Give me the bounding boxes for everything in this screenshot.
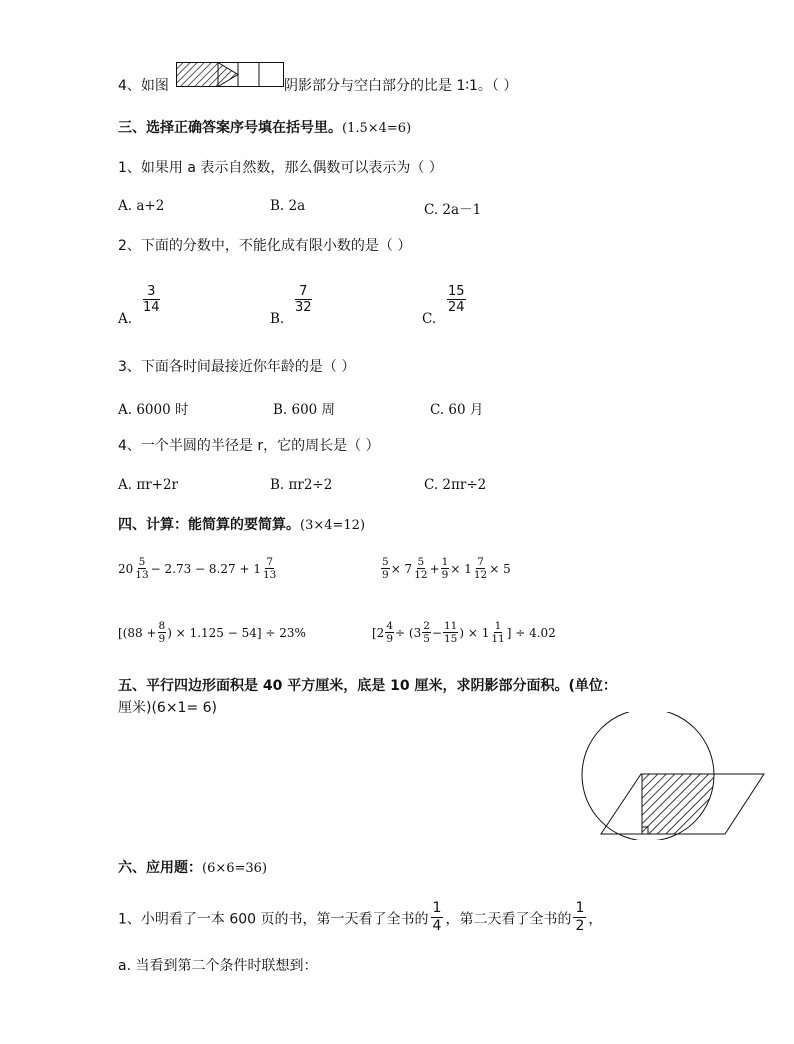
section6-title-text: 六、应用题：: [118, 860, 202, 876]
expr-fraction: [134, 556, 149, 581]
frac-den: 9: [382, 569, 389, 581]
section5-title-line1: 五、平行四边形面积是 40 平方厘米，底是 10 厘米，求阴影部分面积。(单位：: [118, 678, 617, 694]
frac-num: 4: [386, 620, 394, 632]
section6-points: (6×6=36): [202, 861, 268, 876]
s3-q2-option-a-fraction: [143, 284, 160, 315]
frac-den: 2: [575, 918, 585, 934]
frac-den: 11: [491, 633, 505, 645]
s6-q1-part1: 1、小明看了一本 600 页的书，第一天看了全书的: [118, 911, 429, 928]
expr-text: [2: [372, 625, 385, 640]
s3-q2-option-c-label: C.: [422, 311, 437, 327]
frac-num: 2: [423, 620, 430, 632]
s6-q1-part2: ，第二天看了全书的: [445, 911, 572, 928]
s3-q4-option-b: B. πr2÷2: [270, 477, 333, 493]
frac-den: 5: [423, 633, 430, 645]
frac-den: 13: [135, 569, 149, 581]
section3-title-text: 三、选择正确答案序号填在括号里。: [118, 120, 342, 136]
shaded-region: [642, 774, 714, 834]
s6-q1-a: a. 当看到第二个条件时联想到：: [118, 958, 318, 974]
s3-q4-text: 4、一个半圆的半径是 r，它的周长是（ ）: [118, 438, 380, 454]
expr-fraction: [262, 556, 277, 581]
s3-q4-option-a: A. πr+2r: [118, 477, 179, 493]
frac-num: 7: [477, 556, 484, 568]
hatched-part: [177, 63, 239, 87]
frac-den: 9: [158, 633, 166, 645]
frac-num: 3: [147, 284, 156, 299]
frac-den: 13: [262, 569, 277, 581]
s3-q2-option-a-label: A.: [118, 311, 133, 327]
expr-fraction: [158, 620, 167, 645]
frac-num: 1: [441, 556, 449, 568]
frac-num: 1: [432, 900, 442, 916]
s3-q4-option-c: C. 2πr÷2: [424, 477, 487, 493]
calc-expression-1: [118, 556, 278, 581]
frac-den: 9: [441, 569, 449, 581]
frac-num: 7: [266, 556, 273, 568]
frac-num: 5: [382, 556, 389, 568]
s3-q2-option-b-fraction: [295, 284, 312, 315]
frac-den: 9: [386, 633, 394, 645]
section4-title: [118, 515, 365, 536]
parallelogram-circle-figure: [575, 712, 770, 840]
section4-title-text: 四、计算：能简算的要简算。: [118, 517, 300, 533]
frac-num: 8: [158, 620, 166, 632]
calc-expression-2: [380, 556, 511, 581]
frac-num: 1: [494, 620, 502, 632]
s3-q3-option-b: B. 600 周: [273, 402, 336, 418]
expr-text: [(88 +: [118, 625, 157, 640]
s6-q1-fraction-1: [431, 900, 444, 935]
expr-text: × 5: [489, 561, 511, 576]
s6-q1: [118, 902, 602, 937]
s3-q1-text: 1、如果用 a 表示自然数，那么偶数可以表示为（ ）: [118, 160, 443, 176]
s3-q1-option-a: A. a+2: [118, 198, 165, 214]
section3-points: (1.5×4=6): [342, 121, 412, 136]
s3-q2-option-b-label: B.: [270, 311, 285, 327]
expr-text: ) × 1.125 − 54] ÷ 23%: [167, 625, 306, 640]
frac-den: 12: [414, 569, 428, 581]
section6-title: [118, 858, 267, 879]
frac-den: 15: [443, 633, 458, 645]
expr-text: +: [429, 561, 440, 576]
s3-q2-text: 2、下面的分数中，不能化成有限小数的是（ ）: [118, 238, 412, 254]
frac-num: 5: [417, 556, 425, 568]
expr-text: × 7: [390, 561, 413, 576]
expr-text: × 1: [450, 561, 472, 576]
s6-q1-part3: ，: [588, 911, 603, 928]
expr-fraction: [422, 620, 431, 645]
calc-expression-4: [372, 620, 556, 645]
expr-fraction: [385, 620, 394, 645]
expr-text: − 2.73 − 8.27 + 1: [150, 561, 261, 576]
ratio-bar-figure: [176, 62, 284, 88]
s3-q1-option-b: B. 2a: [270, 198, 306, 214]
frac-num: 5: [138, 556, 146, 568]
section4-points: (3×4=12): [300, 518, 366, 533]
frac-num: 7: [299, 284, 308, 299]
s6-q1-fraction-2: [573, 900, 586, 935]
s3-q3-option-a: A. 6000 时: [118, 402, 189, 418]
expr-fraction: [443, 620, 458, 645]
expr-text: ] ÷ 4.02: [506, 625, 556, 640]
section5-title-line2: 厘米)(6×1= 6): [118, 700, 218, 716]
frac-num: 15: [448, 284, 465, 299]
expr-text: 20: [118, 561, 134, 576]
q4-prefix: 4、如图: [118, 78, 169, 94]
q4-suffix-line: [284, 76, 517, 96]
q4-line: [118, 76, 169, 96]
expr-fraction: [413, 556, 428, 581]
q4-suffix: 阴影部分与空白部分的比是 1∶1。（ ）: [284, 78, 518, 94]
frac-den: 24: [448, 300, 465, 315]
expr-text: −: [431, 625, 442, 640]
s3-q1-option-c: C. 2a－1: [424, 202, 482, 218]
s3-q2-option-c-fraction: [447, 284, 466, 315]
expr-fraction: [473, 556, 488, 581]
frac-den: 12: [473, 569, 488, 581]
expr-text: ) × 1: [459, 625, 490, 640]
calc-expression-3: [118, 620, 306, 645]
frac-num: 11: [443, 620, 458, 632]
frac-den: 4: [432, 918, 442, 934]
expr-fraction: [490, 620, 505, 645]
expr-fraction: [381, 556, 390, 581]
frac-num: 1: [575, 900, 585, 916]
s3-q3-text: 3、下面各时间最接近你年龄的是（ ）: [118, 359, 356, 375]
expr-text: ÷ (3: [395, 625, 422, 640]
expr-fraction: [441, 556, 450, 581]
section3-title: [118, 118, 411, 139]
s3-q3-option-c: C. 60 月: [430, 402, 484, 418]
frac-den: 32: [295, 300, 312, 315]
frac-den: 14: [143, 300, 160, 315]
